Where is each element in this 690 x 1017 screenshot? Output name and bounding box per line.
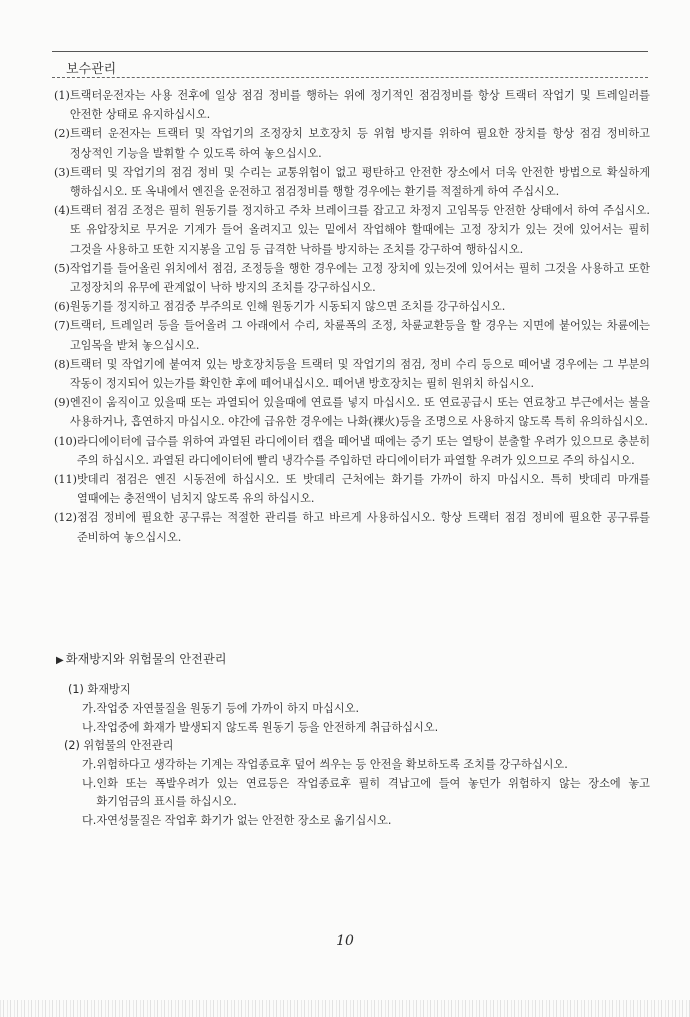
item-text: 트랙터 운전자는 트랙터 및 작업기의 조정장치 보호장치 등 위험 방지를 위하여 필요한 장치를 항상 점검 정비하고 정상적인 기능을 발휘할 수 있도록 하여 놓으십시오. (69, 127, 650, 160)
scan-edge-artifact (0, 1000, 690, 1017)
triangle-bullet-icon: ▶ (56, 655, 64, 666)
section-header-title: 보수관리 (66, 62, 117, 77)
item-text: 트랙터 점검 조정은 필히 원동기를 정지하고 주차 브레이크를 잡고고 차정지 고임목등 안전한 상태에서 하여 주십시오. 또 유압장치로 무거운 기계가 들어 올려지고 있는 밑에서 작업해야 할때에는 고정 장치가 있는 것에 있어서는 필히 그것을 사용하고 또한 지지봉을 고임 등 급격한 낙하를 방지하는 조치를 강구하여 행하십시오. (69, 204, 650, 256)
list-item (56, 700, 650, 719)
item-number: (3) (54, 165, 70, 179)
section-title: 화재방지와 위험물의 안전관리 (65, 652, 227, 666)
item-number: (12) (54, 511, 77, 525)
list-item (54, 86, 650, 124)
list-item (56, 812, 650, 831)
header-rule-top (52, 51, 648, 52)
item-text: 자연성물질은 작업후 화기가 없는 안전한 장소로 옮기십시오. (96, 814, 392, 828)
list-item (56, 719, 650, 738)
list-item (54, 259, 650, 297)
item-number: (9) (54, 396, 70, 410)
page-number: 10 (336, 933, 354, 949)
list-item (54, 163, 650, 201)
item-label: 다. (82, 814, 97, 828)
item-text: 밧데리 점검은 엔진 시동전에 하십시오. 또 밧데리 근처에는 화기를 가까이 하지 마십시오. 특히 밧데리 마개를 열때에는 충전액이 넘치지 않도록 유의 하십시오. (76, 473, 650, 506)
list-item (54, 124, 650, 162)
maintenance-items-list (54, 86, 650, 547)
item-number: (11) (54, 473, 77, 487)
item-text: 작업중 자연물질을 원동기 등에 가까이 하지 마십시오. (96, 701, 360, 715)
item-text: 인화 또는 폭발우려가 있는 연료등은 작업종료후 필히 격납고에 들여 놓던가 위험하지 않는 장소에 놓고 화기엄금의 표시를 하십시오. (96, 776, 650, 809)
item-number: (5) (54, 261, 70, 275)
item-label: 나. (82, 720, 97, 734)
subsection-heading: (1) 화재방지 (68, 683, 131, 696)
subsection-heading: (2) 위험물의 안전관리 (64, 739, 174, 752)
item-number: (10) (54, 434, 77, 448)
item-text: 점검 정비에 필요한 공구류는 적절한 관리를 하고 바르게 사용하십시오. 항상 트랙터 점검 정비에 필요한 공구류를 준비하여 놓으십시오. (76, 511, 650, 544)
list-item (54, 355, 650, 393)
fire-prevention-subsection (56, 681, 650, 737)
item-text: 라디에이터에 급수를 위하여 과열된 라디에이터 캡을 떼어낼 때에는 증기 또는 열탕이 분출할 우려가 있으므로 충분히 주의 하십시오. 과열된 라디에이터에 빨리 냉각수를 주입하던 라디에이터가 파열할 우려가 있으므로 주의 하십시오. (76, 434, 650, 467)
item-number: (1) (54, 89, 70, 102)
list-item (56, 756, 650, 775)
fire-prevention-section (56, 649, 650, 828)
item-label: 나. (82, 776, 97, 790)
item-text: 원동기를 정지하고 점검중 부주의로 인해 원동기가 시동되지 않으면 조치를 강구하십시오. (69, 300, 506, 314)
list-item (54, 201, 650, 259)
list-item (54, 393, 650, 431)
item-number: (7) (54, 319, 70, 333)
item-text: 트랙터, 트레일러 등을 들어올려 그 아래에서 수리, 차륜폭의 조정, 차륜교환등을 할 경우는 지면에 붙어있는 차륜에는 고임목을 받쳐 놓으십시오. (69, 319, 650, 352)
hazardous-materials-subsection (56, 737, 650, 831)
item-label: 가. (82, 757, 97, 771)
item-text: 트랙터운전자는 사용 전후에 일상 점검 정비를 행하는 위에 정기적인 점검정비를 항상 트랙터 작업기 및 트레일러를 안전한 상태로 유지하십시오. (69, 89, 650, 122)
item-number: (4) (54, 204, 70, 218)
list-item (54, 432, 650, 470)
list-item (54, 297, 650, 316)
list-item (54, 316, 650, 354)
header-rule-bottom (52, 77, 648, 78)
item-text: 위험하다고 생각하는 기계는 작업종료후 덮어 씌우는 등 안전을 확보하도록 조치를 강구하십시오. (96, 757, 568, 771)
item-text: 작업중에 화재가 발생되지 않도록 원동기 등을 안전하게 취급하십시오. (96, 720, 439, 734)
item-text: 트랙터 및 작업기에 붙여져 있는 방호장치등을 트랙터 및 작업기의 점검, 정비 수리 등으로 떼어낼 경우에는 그 부분의 작동이 정지되어 있는가를 확인한 후에 떼어내십시오. 떼어낸 방호장치는 필히 원위치 하십시오. (69, 357, 650, 391)
item-number: (6) (54, 300, 70, 314)
list-item (54, 508, 650, 546)
item-label: 가. (82, 701, 97, 715)
item-number: (8) (54, 357, 70, 371)
list-item (56, 775, 650, 813)
item-text: 트랙터 및 작업기의 점검 정비 및 수리는 교통위험이 없고 평탄하고 안전한 장소에서 더욱 안전한 방법으로 확실하게 행하십시오. 또 옥내에서 엔진을 운전하고 점검정비를 행할 경우에는 환기를 적절하게 하여 주십시오. (69, 165, 650, 199)
section-heading (56, 649, 650, 671)
list-item (54, 470, 650, 508)
item-text: 엔진이 움직이고 있을때 또는 과열되어 있을때에 연료를 넣지 마십시오. 또 연료공급시 또는 연료창고 부근에서는 불을 사용하거나, 흡연하지 마십시오. 야간에 급유한 경우에는 나화(裸火)등을 조명으로 사용하지 않도록 특히 유의하십시오. (69, 396, 650, 429)
item-text: 작업기를 들어올린 위치에서 점검, 조정등을 행한 경우에는 고정 장치에 있는것에 있어서는 필히 그것을 사용하고 또한 고정장치의 유무에 관계없이 낙하 방지의 조치를 강구하십시오. (69, 261, 650, 295)
item-number: (2) (54, 127, 70, 141)
